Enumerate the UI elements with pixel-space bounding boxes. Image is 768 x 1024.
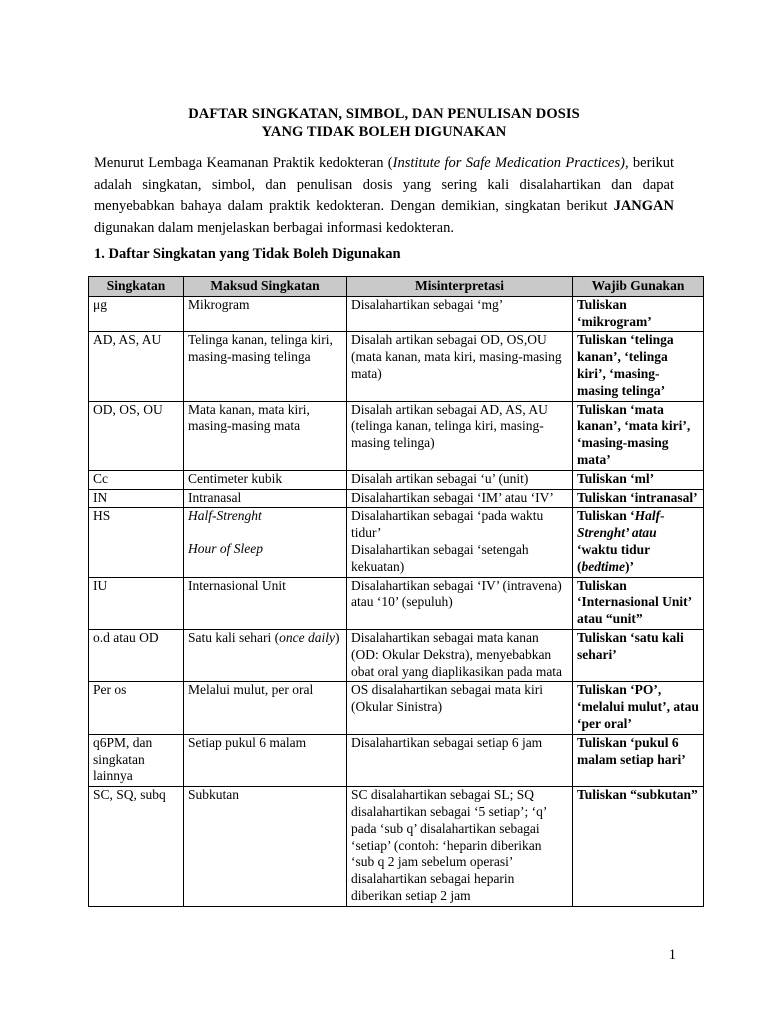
- intro-italic: Institute for Safe Medication Practices),: [392, 155, 629, 171]
- meaning-italic-1: Half-Strenght: [188, 508, 262, 524]
- intro-bold: JANGAN: [613, 198, 674, 214]
- cell-use: Tuliskan ‘telinga kanan’, ‘telinga kiri’, ‘masing-masing telinga’: [573, 332, 704, 401]
- document-title: [0, 105, 768, 141]
- table-row: [89, 508, 704, 577]
- cell-meaning: Intranasal: [184, 489, 347, 508]
- meaning-italic-2: Hour of Sleep: [188, 541, 263, 557]
- cell-meaning: Centimeter kubik: [184, 470, 347, 489]
- cell-use: [573, 508, 704, 577]
- header-maksud: Maksud Singkatan: [184, 277, 347, 297]
- cell-use: Tuliskan ‘PO’, ‘melalui mulut’, atau ‘per oral’: [573, 682, 704, 734]
- use-part-3: )’: [625, 558, 634, 574]
- section-heading: 1. Daftar Singkatan yang Tidak Boleh Digunakan: [94, 246, 401, 262]
- table-row: [89, 401, 704, 470]
- cell-misinterpretation: Disalahartikan sebagai ‘IM’ atau ‘IV’: [347, 489, 573, 508]
- cell-misinterpretation: Disalah artikan sebagai AD, AS, AU (telinga kanan, telinga kiri, masing-masing telinga): [347, 401, 573, 470]
- cell-abbr: Per os: [89, 682, 184, 734]
- cell-meaning: Telinga kanan, telinga kiri, masing-masing telinga: [184, 332, 347, 401]
- table-row: [89, 787, 704, 907]
- cell-abbr: HS: [89, 508, 184, 577]
- table-row: [89, 332, 704, 401]
- cell-abbr: IN: [89, 489, 184, 508]
- cell-use: Tuliskan ‘intranasal’: [573, 489, 704, 508]
- intro-text-1: Menurut Lembaga Keamanan Praktik kedokteran (: [94, 155, 393, 171]
- cell-use: Tuliskan ‘pukul 6 malam setiap hari’: [573, 734, 704, 786]
- cell-meaning: Subkutan: [184, 787, 347, 907]
- intro-text-3: digunakan dalam menjelaskan berbagai informasi kedokteran.: [94, 219, 454, 236]
- table-header-row: [89, 277, 704, 297]
- cell-use: Tuliskan “subkutan”: [573, 787, 704, 907]
- cell-meaning: Mikrogram: [184, 296, 347, 332]
- cell-meaning: Internasional Unit: [184, 577, 347, 629]
- cell-meaning: Melalui mulut, per oral: [184, 682, 347, 734]
- title-line-1: DAFTAR SINGKATAN, SIMBOL, DAN PENULISAN DOSIS: [188, 106, 580, 122]
- cell-meaning: Setiap pukul 6 malam: [184, 734, 347, 786]
- cell-meaning: [184, 508, 347, 577]
- cell-meaning: [184, 629, 347, 681]
- header-misinterpretasi: Misinterpretasi: [347, 277, 573, 297]
- intro-text-2: berikut adalah singkatan, simbol, dan penulisan dosis yang sering kali disalahartikan dan dapat menyebabkan bahaya dalam praktik kedokteran. Dengan demikian, singkatan berikut: [94, 155, 675, 214]
- table-row: [89, 682, 704, 734]
- use-italic: Half-Strenght’ atau: [577, 508, 665, 541]
- meaning-italic: once daily: [279, 629, 335, 645]
- cell-misinterpretation: SC disalahartikan sebagai SL; SQ disalahartikan sebagai ‘5 setiap’; ‘q’ pada ‘sub q’ disalahartikan sebagai ‘setiap’ (contoh: ‘heparin diberikan ‘sub q 2 jam sebelum operasi’ disalahartikan sebagai heparin diberikan setiap 2 jam: [347, 787, 573, 907]
- cell-use: Tuliskan ‘mikrogram’: [573, 296, 704, 332]
- table-row: [89, 629, 704, 681]
- cell-abbr: SC, SQ, subq: [89, 787, 184, 907]
- cell-misinterpretation: Disalahartikan sebagai setiap 6 jam: [347, 734, 573, 786]
- cell-misinterpretation: Disalah artikan sebagai ‘u’ (unit): [347, 470, 573, 489]
- meaning-part-2: ): [334, 629, 340, 645]
- table-row: [89, 470, 704, 489]
- header-singkatan: Singkatan: [89, 277, 184, 297]
- use-part-2: ‘waktu tidur (: [577, 541, 650, 574]
- cell-misinterpretation: Disalahartikan sebagai ‘mg’: [347, 296, 573, 332]
- cell-abbr: OD, OS, OU: [89, 401, 184, 470]
- misinterpretation-2: Disalahartikan sebagai ‘setengah kekuatan): [351, 541, 529, 574]
- abbreviation-table: [88, 276, 704, 907]
- cell-use: Tuliskan ‘satu kali sehari’: [573, 629, 704, 681]
- use-part-1: Tuliskan ‘: [577, 508, 635, 524]
- cell-use: Tuliskan ‘ml’: [573, 470, 704, 489]
- table-row: [89, 489, 704, 508]
- cell-abbr: IU: [89, 577, 184, 629]
- cell-misinterpretation: Disalah artikan sebagai OD, OS,OU (mata kanan, mata kiri, masing-masing mata): [347, 332, 573, 401]
- meaning-part-1: Satu kali sehari (: [188, 629, 280, 645]
- table-row: [89, 296, 704, 332]
- use-italic-2: bedtime: [581, 558, 625, 574]
- table-row: [89, 734, 704, 786]
- header-wajib: Wajib Gunakan: [573, 277, 704, 297]
- cell-misinterpretation: OS disalahartikan sebagai mata kiri (Okular Sinistra): [347, 682, 573, 734]
- intro-paragraph: [94, 153, 674, 239]
- page-number: 1: [668, 947, 676, 963]
- cell-misinterpretation: Disalahartikan sebagai ‘IV’ (intravena) atau ‘10’ (sepuluh): [347, 577, 573, 629]
- cell-misinterpretation: [347, 508, 573, 577]
- cell-abbr: AD, AS, AU: [89, 332, 184, 401]
- title-line-2: YANG TIDAK BOLEH DIGUNAKAN: [261, 124, 507, 140]
- cell-use: Tuliskan ‘Internasional Unit’ atau “unit”: [573, 577, 704, 629]
- cell-abbr: q6PM, dan singkatan lainnya: [89, 734, 184, 786]
- cell-abbr: Cc: [89, 470, 184, 489]
- cell-abbr: μg: [89, 296, 184, 332]
- cell-meaning: Mata kanan, mata kiri, masing-masing mata: [184, 401, 347, 470]
- misinterpretation-1: Disalahartikan sebagai ‘pada waktu tidur’: [351, 508, 544, 541]
- cell-abbr: o.d atau OD: [89, 629, 184, 681]
- table-row: [89, 577, 704, 629]
- cell-misinterpretation: Disalahartikan sebagai mata kanan (OD: Okular Dekstra), menyebabkan obat oral yang diaplikasikan pada mata: [347, 629, 573, 681]
- cell-use: Tuliskan ‘mata kanan’, ‘mata kiri’, ‘masing-masing mata’: [573, 401, 704, 470]
